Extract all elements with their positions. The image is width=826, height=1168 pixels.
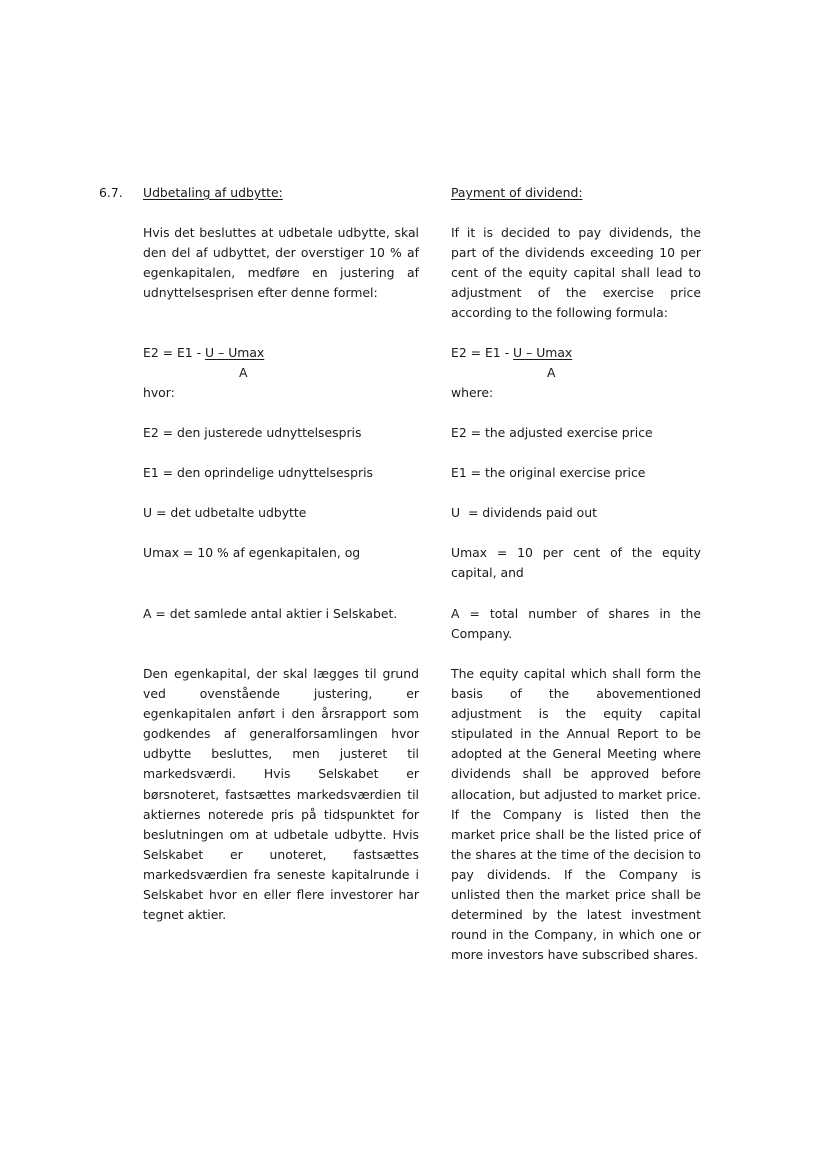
formula-denominator: A — [239, 365, 248, 381]
danish-definition: E2 = den justerede udnyttelsespris — [143, 425, 362, 440]
formula-numerator: U – Umax — [205, 345, 265, 360]
section-number: 6.7. — [99, 185, 123, 200]
english-definition: Umax = 10 per cent of the equity capital, and — [451, 545, 701, 581]
danish-definition: A = det samlede antal aktier i Selskabet. — [143, 606, 398, 621]
english-heading: Payment of dividend: — [451, 185, 583, 200]
english-intro: If it is decided to pay dividends, the part of the dividends exceeding 10 per cent of the equity capital shall lead to adjustment of the exercise price according to the following formula: — [451, 225, 701, 321]
english-definition: E2 = the adjusted exercise price — [451, 425, 653, 440]
danish-closing: Den egenkapital, der skal lægges til grund ved ovenstående justering, er egenkapitalen anført i den årsrapport som godkendes af generalforsamlingen hvor udbytte besluttes, men justeret til markedsværdi. Hvis Selskabet er børsnoteret, fastsættes markedsværdien til aktiernes noterede pris på tidspunktet for beslutningen om at udbetale udbytte. Hvis Selskabet er unoteret, fastsættes markedsværdien fra seneste kapitalrunde i Selskabet hvor en eller flere investorer har tegnet aktier. — [143, 666, 419, 923]
formula-denominator: A — [547, 365, 556, 381]
danish-heading: Udbetaling af udbytte: — [143, 185, 283, 200]
english-definition: U = dividends paid out — [451, 505, 597, 520]
english-definition: E1 = the original exercise price — [451, 465, 646, 480]
danish-formula: E2 = E1 - U – Umax A — [143, 343, 419, 383]
formula-numerator: U – Umax — [513, 345, 573, 360]
danish-definition: Umax = 10 % af egenkapitalen, og — [143, 545, 361, 560]
english-definition: A = total number of shares in the Company. — [451, 606, 701, 642]
english-formula: E2 = E1 - U – Umax A — [451, 343, 701, 383]
danish-where-label: hvor: — [143, 385, 175, 400]
danish-definition: U = det udbetalte udbytte — [143, 505, 307, 520]
danish-intro: Hvis det besluttes at udbetale udbytte, skal den del af udbyttet, der overstiger 10 % af egenkapitalen, medføre en justering af udnyttelsesprisen efter denne formel: — [143, 225, 419, 301]
english-where-label: where: — [451, 385, 494, 400]
danish-definition: E1 = den oprindelige udnyttelsespris — [143, 465, 373, 480]
english-closing: The equity capital which shall form the basis of the abovementioned adjustment is the equity capital stipulated in the Annual Report to be adopted at the General Meeting where dividends shall be approved before allocation, but adjusted to market price. If the Company is listed then the market price shall be the listed price of the shares at the time of the decision to pay dividends. If the Company is unlisted then the market price shall be determined by the latest investment round in the Company, in which one or more investors have subscribed shares. — [451, 666, 701, 963]
